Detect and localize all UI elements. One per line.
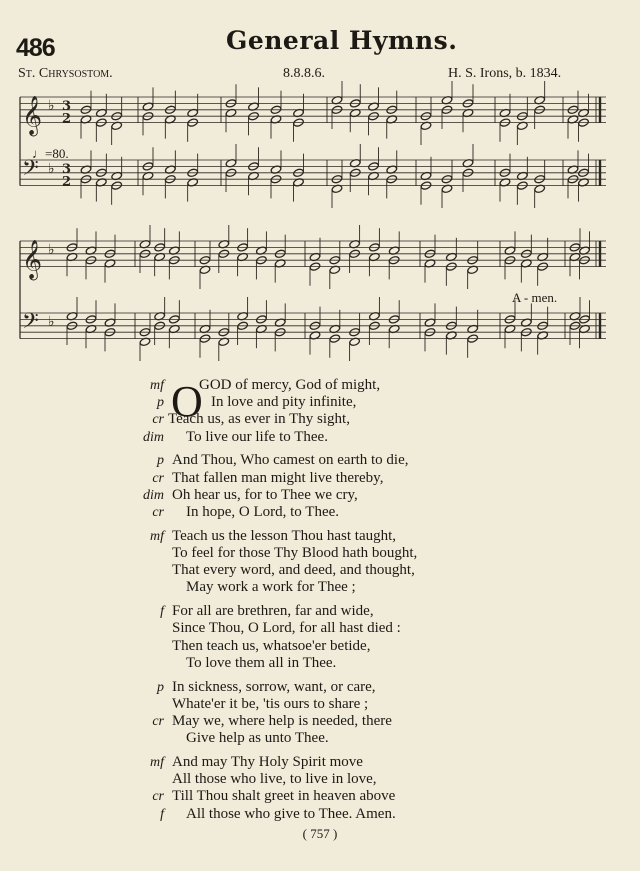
- verse-line: Then teach us, whatsoe'er betide,: [172, 637, 371, 654]
- music-score: [0, 0, 640, 371]
- verse-line: In sickness, sorrow, want, or care,: [172, 678, 376, 695]
- verse-line: Whate'er it be, 'tis ours to share ;: [172, 695, 369, 712]
- verse-line: For all are brethren, far and wide,: [172, 603, 374, 620]
- page-number: ( 757 ): [302, 826, 338, 841]
- hymn-number: 486: [16, 34, 55, 62]
- verse-line: In hope, O Lord, to Thee.: [186, 504, 340, 520]
- composer: H. S. Irons, b. 1834.: [448, 66, 562, 81]
- flat-sign-icon: ♭: [48, 241, 55, 258]
- verse-line: Give help as unto Thee.: [186, 730, 329, 747]
- meter: 8.8.8.6.: [283, 66, 325, 81]
- tune-name: St. Chrysostom.: [18, 66, 113, 81]
- bass-clef-icon: 𝄢: [22, 156, 39, 187]
- verse-line: To live our life to Thee.: [186, 428, 328, 445]
- dynamic-marking: cr: [152, 714, 164, 729]
- verse-line: May we, where help is needed, there: [172, 713, 392, 729]
- verse-line: Since Thou, O Lord, for all hast died :: [172, 620, 401, 637]
- verse-line: To feel for those Thy Blood hath bought,: [172, 545, 418, 561]
- dynamic-marking: cr: [152, 470, 164, 486]
- time-signature: 2: [62, 174, 72, 190]
- dynamic-marking: mf: [150, 755, 164, 770]
- bass-clef-icon: 𝄢: [22, 309, 39, 340]
- hymn-title: General Hymns.: [226, 26, 458, 55]
- time-signature: 3: [62, 98, 72, 114]
- verse-line: That fallen man might live thereby,: [172, 469, 384, 486]
- dynamic-marking: p: [157, 679, 164, 695]
- dynamic-marking: cr: [152, 412, 164, 428]
- treble-clef-icon: 𝄞: [22, 239, 43, 280]
- verse-line: And Thou, Who camest on earth to die,: [172, 452, 409, 469]
- verse-line: Oh hear us, for to Thee we cry,: [172, 486, 358, 503]
- dynamic-marking: dim: [143, 429, 164, 445]
- verse-line: Teach us the lesson Thou hast taught,: [172, 527, 397, 544]
- flat-sign-icon: ♭: [48, 313, 55, 330]
- drop-cap: O: [171, 377, 203, 426]
- time-signature: 2: [62, 111, 72, 127]
- verse-line: Till Thou shalt greet in heaven above: [172, 788, 396, 805]
- dynamic-marking: cr: [152, 789, 164, 805]
- verse-line: And may Thy Holy Spirit move: [172, 754, 363, 770]
- amen-label: A - men.: [512, 290, 558, 305]
- verse-line: All those who give to Thee. Amen.: [186, 805, 396, 822]
- dynamic-marking: mf: [150, 528, 164, 544]
- dynamic-marking: cr: [152, 505, 164, 520]
- dynamic-marking: f: [160, 806, 164, 822]
- tempo-marking: ♩=80.: [32, 146, 69, 161]
- treble-clef-icon: 𝄞: [22, 95, 43, 136]
- dynamic-marking: f: [160, 604, 164, 620]
- flat-sign-icon: ♭: [48, 160, 55, 177]
- verse-line: Teach us, as ever in Thy sight,: [168, 411, 350, 428]
- dynamic-marking: p: [157, 395, 164, 411]
- verse-line: May work a work for Thee ;: [186, 579, 356, 596]
- dynamic-marking: mf: [150, 378, 164, 393]
- dynamic-marking: p: [157, 453, 164, 469]
- verse-line: All those who live, to live in love,: [172, 771, 377, 788]
- verse-line: GOD of mercy, God of might,: [199, 377, 381, 393]
- flat-sign-icon: ♭: [48, 97, 55, 114]
- verse-line: In love and pity infinite,: [211, 394, 357, 411]
- verse-line: To love them all in Thee.: [186, 654, 337, 671]
- verse-line: That every word, and deed, and thought,: [172, 562, 415, 579]
- time-signature: 3: [62, 161, 72, 177]
- dynamic-marking: dim: [143, 487, 164, 503]
